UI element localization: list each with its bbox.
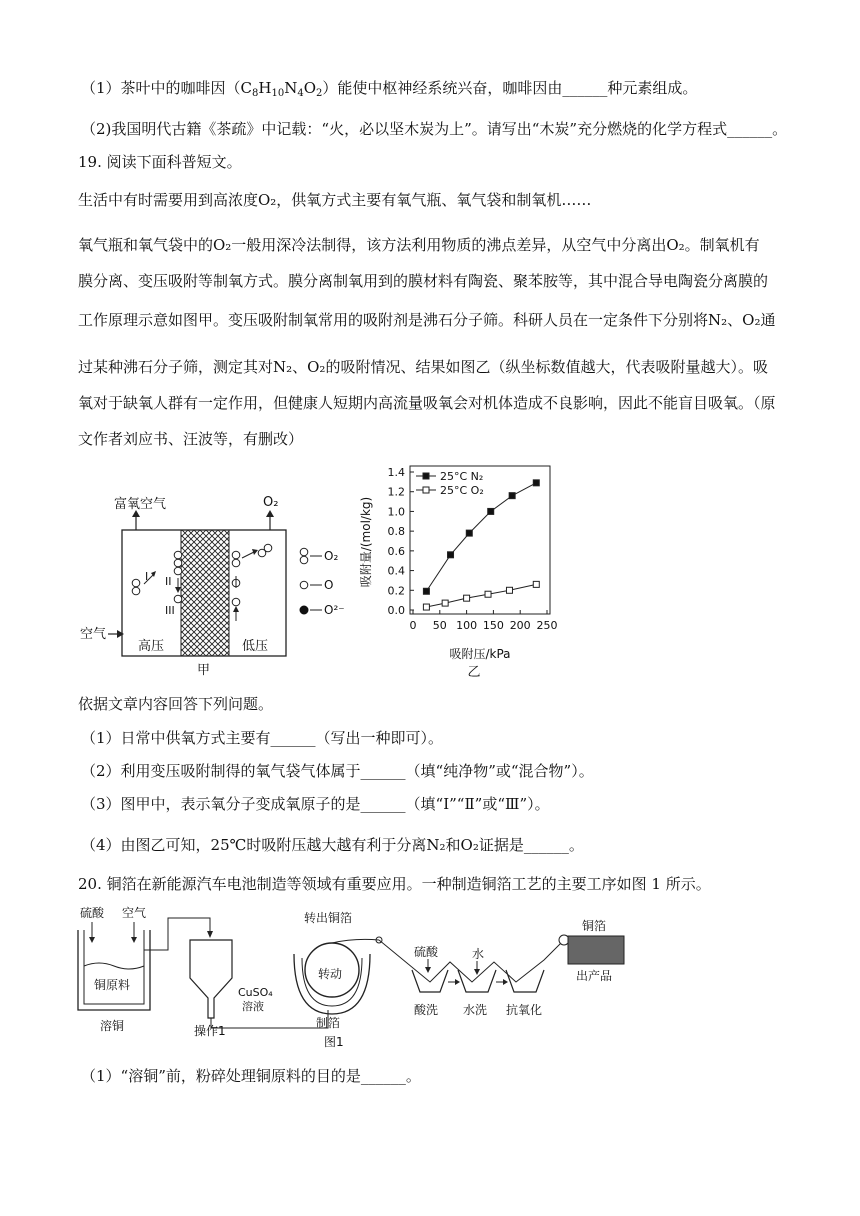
sulfuric-label: 硫酸: [80, 906, 105, 920]
copper-raw-label: 铜原料: [94, 978, 131, 992]
y-tick-label: 1.4: [387, 466, 405, 479]
q19-para2-line6: 文作者刘应书、汪波等，有删改）: [78, 430, 304, 448]
dissolve-label: 溶铜: [100, 1019, 125, 1033]
series-line-0: [426, 483, 536, 591]
legend-o2: O₂: [324, 549, 339, 563]
x-tick-label: 200: [509, 619, 531, 632]
data-point-0: [488, 508, 494, 514]
y-tick-label: 0.0: [387, 604, 405, 617]
legend-o: O: [324, 578, 334, 592]
data-point-1: [533, 581, 539, 587]
caption-yi: 乙: [467, 665, 481, 680]
caption-jia: 甲: [197, 663, 211, 678]
q18-part1-b: ）能使中枢神经系统兴奋，咖啡因由______种元素组成。: [322, 79, 698, 97]
op1-label: 操作1: [194, 1024, 226, 1038]
air-inlet-label: 空气: [80, 627, 107, 642]
q20-question1: （1）“溶铜”前，粉碎处理铜原料的目的是______。: [81, 1067, 421, 1085]
water-wash-label: 水洗: [463, 1003, 488, 1017]
data-point-0: [509, 493, 515, 499]
y-tick-label: 0.6: [387, 544, 405, 558]
x-tick-label: 50: [432, 619, 447, 632]
step-ii: II: [165, 575, 172, 588]
out-foil-label: 转出铜箔: [304, 911, 353, 925]
q18-part1: [81, 77, 697, 105]
q19-para2-line5: 氧对于缺氧人群有一定作用，但健康人短期内高流量吸氧会对机体造成不良影响，因此不能盲目吸氧。（原: [78, 394, 776, 412]
data-point-1: [464, 595, 470, 601]
q19-question3: （3）图甲中，表示氧分子变成氧原子的是______（填“Ⅰ”“Ⅱ”或“Ⅲ”）。: [81, 795, 550, 813]
low-pressure-label: 低压: [242, 639, 269, 654]
q19-title: 19. 阅读下面科普短文。: [78, 153, 242, 171]
copper-foil-roll: [568, 936, 624, 964]
step-i: I: [145, 570, 149, 583]
step-iii: III: [165, 604, 175, 617]
chart-ylabel: 吸附量/(mol/kg): [359, 496, 373, 588]
figure-jia: [74, 488, 374, 678]
anti-oxidation-label: 抗氧化: [506, 1003, 543, 1017]
data-point-1: [423, 604, 429, 610]
make-foil-label: 制箔: [316, 1016, 341, 1030]
sulfuric2-label: 硫酸: [414, 945, 439, 959]
q18-part1-a: （1）茶叶中的咖啡因（: [81, 79, 241, 97]
chart-adsorption: [350, 462, 580, 682]
chart-xlabel: 吸附压/kPa: [449, 647, 511, 661]
copper-foil-label: 铜箔: [582, 919, 607, 933]
data-point-0: [448, 552, 454, 558]
figure1-caption: 图1: [324, 1035, 344, 1049]
caffeine-formula: $C_8H_{10}N_4O_2$: [240, 79, 323, 99]
q19-question1: （1）日常中供氧方式主要有______（写出一种即可）。: [81, 729, 444, 747]
x-tick-label: 250: [536, 619, 558, 632]
water-label: 水: [472, 947, 485, 961]
data-point-0: [423, 588, 429, 594]
data-point-1: [485, 591, 491, 597]
legend-label-1: 25°C O₂: [440, 484, 484, 497]
data-point-1: [506, 587, 512, 593]
solution-label: 溶液: [242, 1000, 264, 1013]
y-tick-label: 0.4: [387, 564, 405, 578]
q19-para2-line4: 过某种沸石分子筛，测定其对N₂、O₂的吸附情况、结果如图乙（纵坐标数值越大，代表吸附量越大）。吸: [78, 358, 768, 376]
rotate-label: 转动: [318, 967, 343, 981]
q20-title: 20. 铜箔在新能源汽车电池制造等领域有重要应用。一种制造铜箔工艺的主要工序如图 1 所示。: [78, 875, 711, 893]
q19-question4: （4）由图乙可知，25℃时吸附压越大越有利于分离N₂和O₂证据是______。: [81, 836, 584, 854]
q18-part2: （2)我国明代古籍《茶疏》中记载：“火，必以坚木炭为上”。请写出“木炭”充分燃烧的化学方程式______。: [81, 120, 788, 138]
air-label: 空气: [122, 906, 147, 920]
q19-para1: 生活中有时需要用到高浓度O₂，供氧方式主要有氧气瓶、氧气袋和制氧机……: [78, 191, 592, 209]
y-tick-label: 0.2: [387, 584, 405, 598]
y-tick-label: 1.0: [387, 505, 405, 519]
x-tick-label: 100: [456, 619, 478, 632]
high-pressure-label: 高压: [138, 639, 165, 654]
x-tick-label: 0: [409, 619, 417, 632]
q19-instruction: 依据文章内容回答下列问题。: [78, 695, 274, 713]
acid-wash-label: 酸洗: [414, 1003, 439, 1017]
q19-para2-line1: 氧气瓶和氧气袋中的O₂一般用深冷法制得，该方法利用物质的沸点差异，从空气中分离出O₂。制氧机有: [78, 236, 760, 254]
data-point-0: [466, 530, 472, 536]
q19-question2: （2）利用变压吸附制得的氧气袋气体属于______（填“纯净物”或“混合物”）。: [81, 762, 594, 780]
q19-para2-line3: 工作原理示意如图甲。变压吸附制氧常用的吸附剂是沸石分子筛。科研人员在一定条件下分别将N₂、O₂通: [78, 311, 776, 329]
legend-o2minus: O²⁻: [324, 603, 345, 617]
data-point-1: [442, 600, 448, 606]
figure-1-process: [74, 900, 654, 1055]
cuso4-label: CuSO₄: [238, 986, 273, 999]
legend-marker-1: [423, 487, 429, 493]
legend-marker-0: [423, 473, 429, 479]
y-tick-label: 1.2: [387, 485, 405, 499]
y-tick-label: 0.8: [387, 525, 405, 539]
ceramic-membrane: [181, 530, 229, 656]
o2-outlet-label: O₂: [263, 495, 279, 510]
legend-label-0: 25°C N₂: [440, 470, 484, 483]
q19-para2-line2: 膜分离、变压吸附等制氧方式。膜分离制氧用到的膜材料有陶瓷、聚苯胺等，其中混合导电陶瓷分离膜的: [78, 272, 769, 290]
data-point-0: [533, 480, 539, 486]
product-label: 出产品: [576, 969, 613, 983]
x-tick-label: 150: [482, 619, 504, 632]
enriched-air-label: 富氧空气: [114, 497, 167, 512]
